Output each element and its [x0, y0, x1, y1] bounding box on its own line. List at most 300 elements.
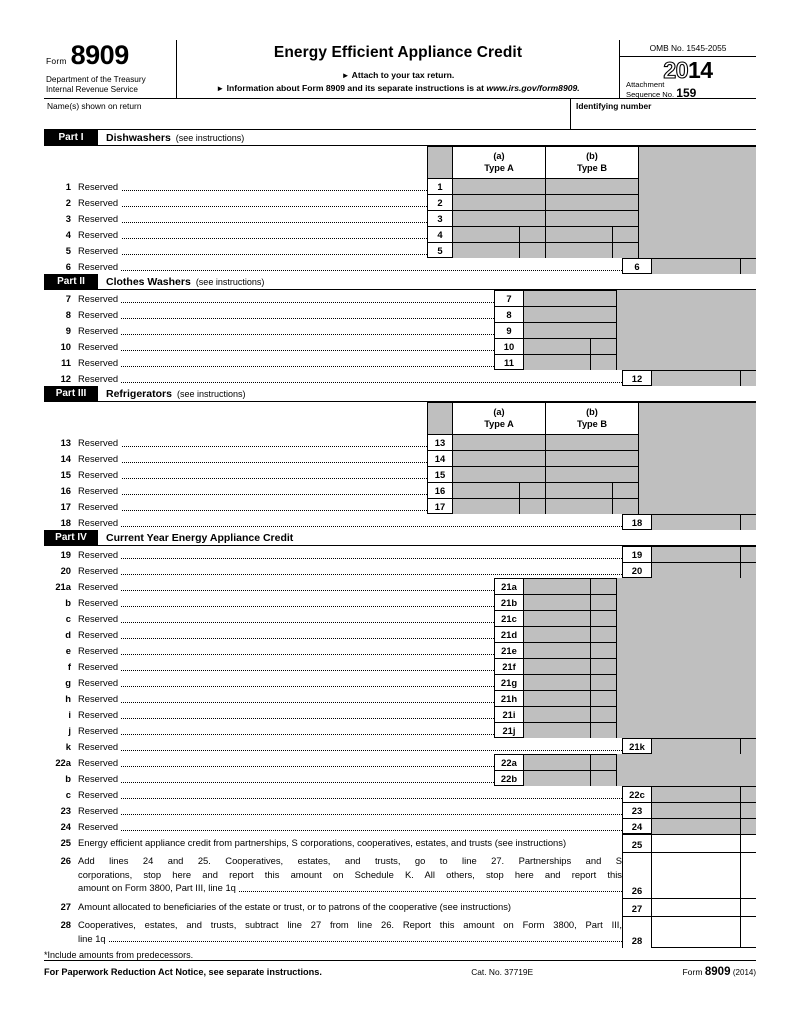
part-title: Dishwashers [106, 131, 171, 144]
row-label: Reserved [78, 357, 121, 368]
omb-number: OMB No. 1545-2055 [620, 40, 756, 57]
cents-cell[interactable] [591, 754, 617, 770]
value-cell-type-a[interactable] [453, 242, 520, 258]
line-number-box: 21e [494, 642, 524, 658]
row-text-line: Cooperatives, estates, and trusts, subtract line 27 from line 26. Report this amount on Form 3800, Part III, [78, 919, 622, 930]
part-header-bar [44, 274, 756, 290]
total-value-cell[interactable] [652, 786, 741, 802]
row-label: Reserved [78, 197, 121, 208]
footer-form-word: Form [682, 966, 703, 977]
form-line-row [44, 322, 756, 338]
cents-cell-type-a[interactable] [520, 226, 546, 242]
shaded-filler [617, 322, 756, 338]
dot-leader [78, 558, 622, 559]
form-parts-container [44, 130, 756, 948]
total-cents-cell[interactable] [741, 546, 756, 562]
value-cell[interactable] [524, 754, 591, 770]
form-line-row [44, 338, 756, 354]
row-line-number: c [65, 613, 71, 624]
total-cents-cell[interactable] [741, 834, 756, 852]
cents-cell[interactable] [591, 642, 617, 658]
form-line-row [44, 450, 756, 466]
value-cell-type-b[interactable] [546, 482, 613, 498]
part-header-bar [44, 386, 756, 402]
row-line-number: 16 [60, 485, 71, 496]
total-cents-cell[interactable] [741, 786, 756, 802]
omb-block [619, 40, 756, 98]
shaded-filler [639, 226, 756, 242]
form-number: 8909 [70, 40, 129, 70]
cents-cell-type-b[interactable] [613, 482, 639, 498]
value-cell[interactable] [524, 610, 591, 626]
form-line-row [44, 290, 756, 306]
shaded-filler [617, 354, 756, 370]
total-cents-cell[interactable] [741, 916, 756, 948]
row-line-number: 12 [60, 373, 71, 384]
row-line-number: 24 [60, 821, 71, 832]
column-a-type: Type A [484, 162, 514, 173]
row-label: Reserved [78, 597, 121, 608]
row-label: Reserved [78, 613, 121, 624]
dot-leader [78, 734, 494, 735]
total-cents-cell[interactable] [741, 370, 756, 386]
value-cell-type-a[interactable] [453, 498, 520, 514]
total-cents-cell[interactable] [741, 514, 756, 530]
form-line-row [44, 498, 756, 514]
shaded-filler [639, 242, 756, 258]
part-rows [44, 402, 756, 530]
cents-cell[interactable] [591, 338, 617, 354]
line-number-box: 21g [494, 674, 524, 690]
value-cell[interactable] [524, 354, 591, 370]
dot-leader [78, 686, 494, 687]
total-cents-cell[interactable] [741, 562, 756, 578]
line-number-box: 13 [427, 434, 453, 450]
row-label: Reserved [78, 341, 121, 352]
cents-cell-type-b[interactable] [613, 242, 639, 258]
value-cell[interactable] [524, 322, 617, 338]
form-line-row [44, 754, 756, 770]
row-label: Reserved [78, 309, 121, 320]
row-line-number: 13 [60, 437, 71, 448]
line-number-box: 5 [427, 242, 453, 258]
shaded-filler [639, 498, 756, 514]
total-cents-cell[interactable] [741, 738, 756, 754]
value-cell-type-b[interactable] [546, 242, 613, 258]
identifying-number-label: Identifying number [576, 101, 652, 111]
row-label: Reserved [78, 757, 121, 768]
name-field[interactable] [44, 99, 571, 129]
value-cell-type-a[interactable] [453, 482, 520, 498]
cents-cell-type-a[interactable] [520, 482, 546, 498]
row-line-number: 17 [60, 501, 71, 512]
shaded-filler [639, 194, 756, 210]
attachment-label-2: Sequence No. [626, 90, 675, 99]
row-line-number: h [65, 693, 71, 704]
dot-leader [78, 510, 427, 511]
row-line-number: 20 [60, 565, 71, 576]
line-number-box: 12 [622, 370, 652, 386]
value-cell-type-a[interactable] [453, 194, 546, 210]
row-label: Reserved [78, 789, 121, 800]
column-b-type: Type B [577, 162, 607, 173]
part-note: (see instructions) [176, 388, 246, 399]
dot-leader [78, 814, 622, 815]
taxpayer-info-row [44, 99, 756, 130]
row-line-number: g [65, 677, 71, 688]
row-label: Reserved [78, 693, 121, 704]
dot-leader [78, 638, 494, 639]
row-text-line: Energy efficient appliance credit from partnerships, S corporations, cooperatives, estates, and trusts (see instructions) [78, 837, 567, 848]
cents-cell[interactable] [591, 594, 617, 610]
form-footer [44, 960, 756, 979]
value-cell[interactable] [524, 770, 591, 786]
form-line-row [44, 786, 756, 802]
form-line-row [44, 722, 756, 738]
row-line-number: 21a [55, 581, 71, 592]
form-line-row [44, 674, 756, 690]
dot-leader [78, 941, 622, 942]
row-line-number: f [67, 661, 71, 672]
shaded-filler [617, 610, 756, 626]
form-line-row [44, 466, 756, 482]
form-title-block [177, 40, 619, 98]
row-label: Reserved [78, 501, 121, 512]
row-label: Reserved [78, 805, 121, 816]
row-line-number: 5 [65, 245, 71, 256]
value-cell-type-a[interactable] [453, 226, 520, 242]
row-line-number: b [65, 773, 71, 784]
department-line-2: Internal Revenue Service [46, 85, 138, 94]
form-identity-block [44, 40, 177, 98]
triangle-icon: ► [341, 71, 350, 80]
identifying-number-field[interactable] [571, 99, 756, 129]
row-line-number: c [65, 789, 71, 800]
row-line-number: 26 [60, 855, 71, 866]
total-value-cell[interactable] [652, 916, 741, 948]
form-text-row [44, 834, 756, 852]
row-line-number: b [65, 597, 71, 608]
line-number-box: 26 [631, 885, 643, 896]
value-cell[interactable] [524, 690, 591, 706]
row-line-number: d [65, 629, 71, 640]
part-tag: Part IV [44, 530, 98, 545]
value-cell-type-a[interactable] [453, 178, 546, 194]
line-number-box: 27 [631, 903, 643, 914]
value-cell[interactable] [524, 706, 591, 722]
row-text-body [78, 898, 622, 916]
row-line-number: j [68, 725, 71, 736]
dot-leader [78, 270, 622, 271]
form-line-row [44, 642, 756, 658]
cents-cell-type-b[interactable] [613, 226, 639, 242]
value-cell-type-a[interactable] [453, 466, 546, 482]
value-cell-type-a[interactable] [453, 210, 546, 226]
triangle-icon-2: ► [216, 84, 225, 93]
total-cents-cell[interactable] [741, 802, 756, 818]
row-text-body [78, 916, 622, 948]
value-cell-type-a[interactable] [453, 434, 546, 450]
row-text-line: Amount allocated to beneficiaries of the estate or trust, or to patrons of the cooperative (see instructions) [78, 901, 512, 912]
value-cell-type-b[interactable] [546, 434, 639, 450]
line-number-box: 23 [622, 802, 652, 818]
cents-cell[interactable] [591, 690, 617, 706]
form-line-row [44, 610, 756, 626]
row-text-line: corporations, stop here and report this amount on Schedule K. All others, stop here and report this [78, 868, 622, 880]
form-text-row [44, 916, 756, 948]
part-rows [44, 290, 756, 386]
value-cell[interactable] [524, 674, 591, 690]
attachment-label-1: Attachment [626, 80, 665, 89]
value-cell[interactable] [524, 626, 591, 642]
line-number-box: 15 [427, 466, 453, 482]
form-line-row [44, 658, 756, 674]
value-cell-type-b[interactable] [546, 498, 613, 514]
line-number-box: 22b [494, 770, 524, 786]
name-field-label: Name(s) shown on return [47, 101, 142, 111]
form-line-row [44, 690, 756, 706]
total-value-cell[interactable] [652, 898, 741, 916]
shaded-filler [617, 306, 756, 322]
cents-cell[interactable] [591, 354, 617, 370]
line-number-box: 28 [631, 935, 643, 946]
line-number-box: 21h [494, 690, 524, 706]
total-value-cell[interactable] [652, 818, 741, 834]
line-number-box: 22c [622, 786, 652, 802]
total-value-cell[interactable] [652, 852, 741, 898]
column-header-corner [427, 402, 453, 434]
dot-leader [78, 622, 494, 623]
line-number-box: 21f [494, 658, 524, 674]
column-header-type-a [453, 146, 546, 178]
cents-cell[interactable] [591, 706, 617, 722]
shaded-filler [639, 210, 756, 226]
line-number-box: 21a [494, 578, 524, 594]
row-line-number: 7 [65, 293, 71, 304]
total-value-cell[interactable] [652, 370, 741, 386]
dot-leader [78, 222, 427, 223]
row-label: Reserved [78, 821, 121, 832]
value-cell[interactable] [524, 306, 617, 322]
line-number-box: 10 [494, 338, 524, 354]
total-value-cell[interactable] [652, 802, 741, 818]
total-value-cell[interactable] [652, 834, 741, 852]
line-number-box: 21k [622, 738, 652, 754]
part-note: (see instructions) [175, 132, 245, 143]
row-label: Reserved [78, 549, 121, 560]
form-line-row [44, 210, 756, 226]
cents-cell[interactable] [591, 658, 617, 674]
dot-leader [78, 750, 622, 751]
form-line-row [44, 514, 756, 530]
line-number-box: 14 [427, 450, 453, 466]
row-line-number: 23 [60, 805, 71, 816]
total-value-cell[interactable] [652, 546, 741, 562]
part-title: Clothes Washers [106, 275, 191, 288]
total-cents-cell[interactable] [741, 258, 756, 274]
form-line-row [44, 802, 756, 818]
part-title: Refrigerators [106, 387, 172, 400]
row-label: Reserved [78, 373, 121, 384]
dot-leader [78, 798, 622, 799]
dot-leader [78, 334, 494, 335]
cents-cell[interactable] [591, 722, 617, 738]
value-cell-type-b[interactable] [546, 210, 639, 226]
value-cell[interactable] [524, 290, 617, 306]
dot-leader [78, 830, 622, 831]
paperwork-notice: For Paperwork Reduction Act Notice, see separate instructions. [44, 966, 322, 977]
dot-leader [78, 238, 427, 239]
value-cell-type-b[interactable] [546, 178, 639, 194]
column-b-letter: (b) [586, 407, 598, 417]
row-line-number: 19 [60, 549, 71, 560]
part-tag: Part III [44, 386, 98, 401]
value-cell-type-b[interactable] [546, 450, 639, 466]
catalog-number: Cat. No. 37719E [471, 967, 534, 977]
line-number-box: 16 [427, 482, 453, 498]
value-cell[interactable] [524, 594, 591, 610]
value-cell-type-b[interactable] [546, 466, 639, 482]
form-line-row [44, 306, 756, 322]
row-label: Reserved [78, 629, 121, 640]
irs-url: www.irs.gov/form8909. [486, 83, 580, 93]
dot-leader [78, 462, 427, 463]
value-cell[interactable] [524, 338, 591, 354]
total-value-cell[interactable] [652, 562, 741, 578]
total-value-cell[interactable] [652, 514, 741, 530]
cents-cell[interactable] [591, 770, 617, 786]
row-line-number: 28 [60, 919, 71, 930]
line-number-box: 20 [622, 562, 652, 578]
form-text-row [44, 852, 756, 898]
dot-leader [78, 702, 494, 703]
cents-cell[interactable] [591, 610, 617, 626]
row-text-line: line 1q [78, 932, 622, 946]
form-line-row [44, 194, 756, 210]
cents-cell[interactable] [591, 626, 617, 642]
row-line-number: 9 [65, 325, 71, 336]
dot-leader [78, 574, 622, 575]
part-tag: Part I [44, 130, 98, 145]
row-line-number: 10 [60, 341, 71, 352]
footer-form-year: (2014) [732, 967, 756, 977]
value-cell[interactable] [524, 722, 591, 738]
form-text-row [44, 898, 756, 916]
dot-leader [78, 526, 622, 527]
line-number-box: 21i [494, 706, 524, 722]
row-line-number: 25 [60, 837, 71, 848]
total-value-cell[interactable] [652, 738, 741, 754]
dot-leader [78, 366, 494, 367]
value-cell[interactable] [524, 658, 591, 674]
value-cell-type-b[interactable] [546, 226, 613, 242]
value-cell-type-a[interactable] [453, 450, 546, 466]
value-cell[interactable] [524, 642, 591, 658]
cents-cell-type-b[interactable] [613, 498, 639, 514]
attach-instruction-text: Attach to your tax return. [351, 70, 455, 80]
line-number-box: 25 [631, 839, 643, 850]
row-text-line: Add lines 24 and 25. Cooperatives, estates, and trusts, go to line 27. Partnerships and S [78, 855, 622, 866]
line-number-box: 18 [622, 514, 652, 530]
part-title: Current Year Energy Appliance Credit [106, 531, 294, 544]
row-label: Reserved [78, 485, 121, 496]
dot-leader [78, 654, 494, 655]
shaded-filler [617, 642, 756, 658]
cents-cell-type-a[interactable] [520, 498, 546, 514]
row-line-number: 15 [60, 469, 71, 480]
dot-leader [78, 382, 622, 383]
row-line-number: 4 [65, 229, 71, 240]
tax-year-century: 20 [663, 57, 688, 83]
row-label: Reserved [78, 661, 121, 672]
cents-cell-type-a[interactable] [520, 242, 546, 258]
row-line-number: 1 [65, 181, 71, 192]
cents-cell[interactable] [591, 674, 617, 690]
form-line-row [44, 626, 756, 642]
dot-leader [78, 190, 427, 191]
row-label: Reserved [78, 325, 121, 336]
total-cents-cell[interactable] [741, 852, 756, 898]
dot-leader [78, 718, 494, 719]
total-cents-cell[interactable] [741, 818, 756, 834]
row-label: Reserved [78, 261, 121, 272]
part-header-bar [44, 530, 756, 546]
row-line-number: 14 [60, 453, 71, 464]
line-number-box: 11 [494, 354, 524, 370]
dot-leader [78, 318, 494, 319]
value-cell[interactable] [524, 578, 591, 594]
row-line-number: k [65, 741, 71, 752]
attach-instruction [177, 70, 619, 80]
shaded-filler [617, 338, 756, 354]
line-number-box-wrap [622, 852, 652, 898]
row-line-number: 3 [65, 213, 71, 224]
row-text-body [78, 852, 622, 898]
line-number-box: 4 [427, 226, 453, 242]
shaded-filler [617, 290, 756, 306]
line-number-box: 17 [427, 498, 453, 514]
column-a-letter: (a) [493, 407, 505, 417]
line-number-box: 21b [494, 594, 524, 610]
row-line-number: e [65, 645, 71, 656]
dot-leader [78, 446, 427, 447]
dot-leader [78, 302, 494, 303]
part-header-bar [44, 130, 756, 146]
line-number-box: 24 [622, 818, 652, 834]
part-rows [44, 146, 756, 274]
value-cell-type-b[interactable] [546, 194, 639, 210]
row-line-number: 11 [61, 357, 71, 368]
form-line-row [44, 434, 756, 450]
form-line-row [44, 242, 756, 258]
form-line-row [44, 370, 756, 386]
line-number-box: 8 [494, 306, 524, 322]
shaded-filler [617, 578, 756, 594]
part-tag: Part II [44, 274, 98, 289]
line-number-box: 21j [494, 722, 524, 738]
total-value-cell[interactable] [652, 258, 741, 274]
total-cents-cell[interactable] [741, 898, 756, 916]
dot-leader [78, 350, 494, 351]
dot-leader [78, 670, 494, 671]
shaded-filler [617, 690, 756, 706]
column-b-letter: (b) [586, 151, 598, 161]
dot-leader [78, 206, 427, 207]
cents-cell[interactable] [591, 578, 617, 594]
row-label: Reserved [78, 437, 121, 448]
shaded-filler [617, 722, 756, 738]
form-line-row [44, 818, 756, 834]
